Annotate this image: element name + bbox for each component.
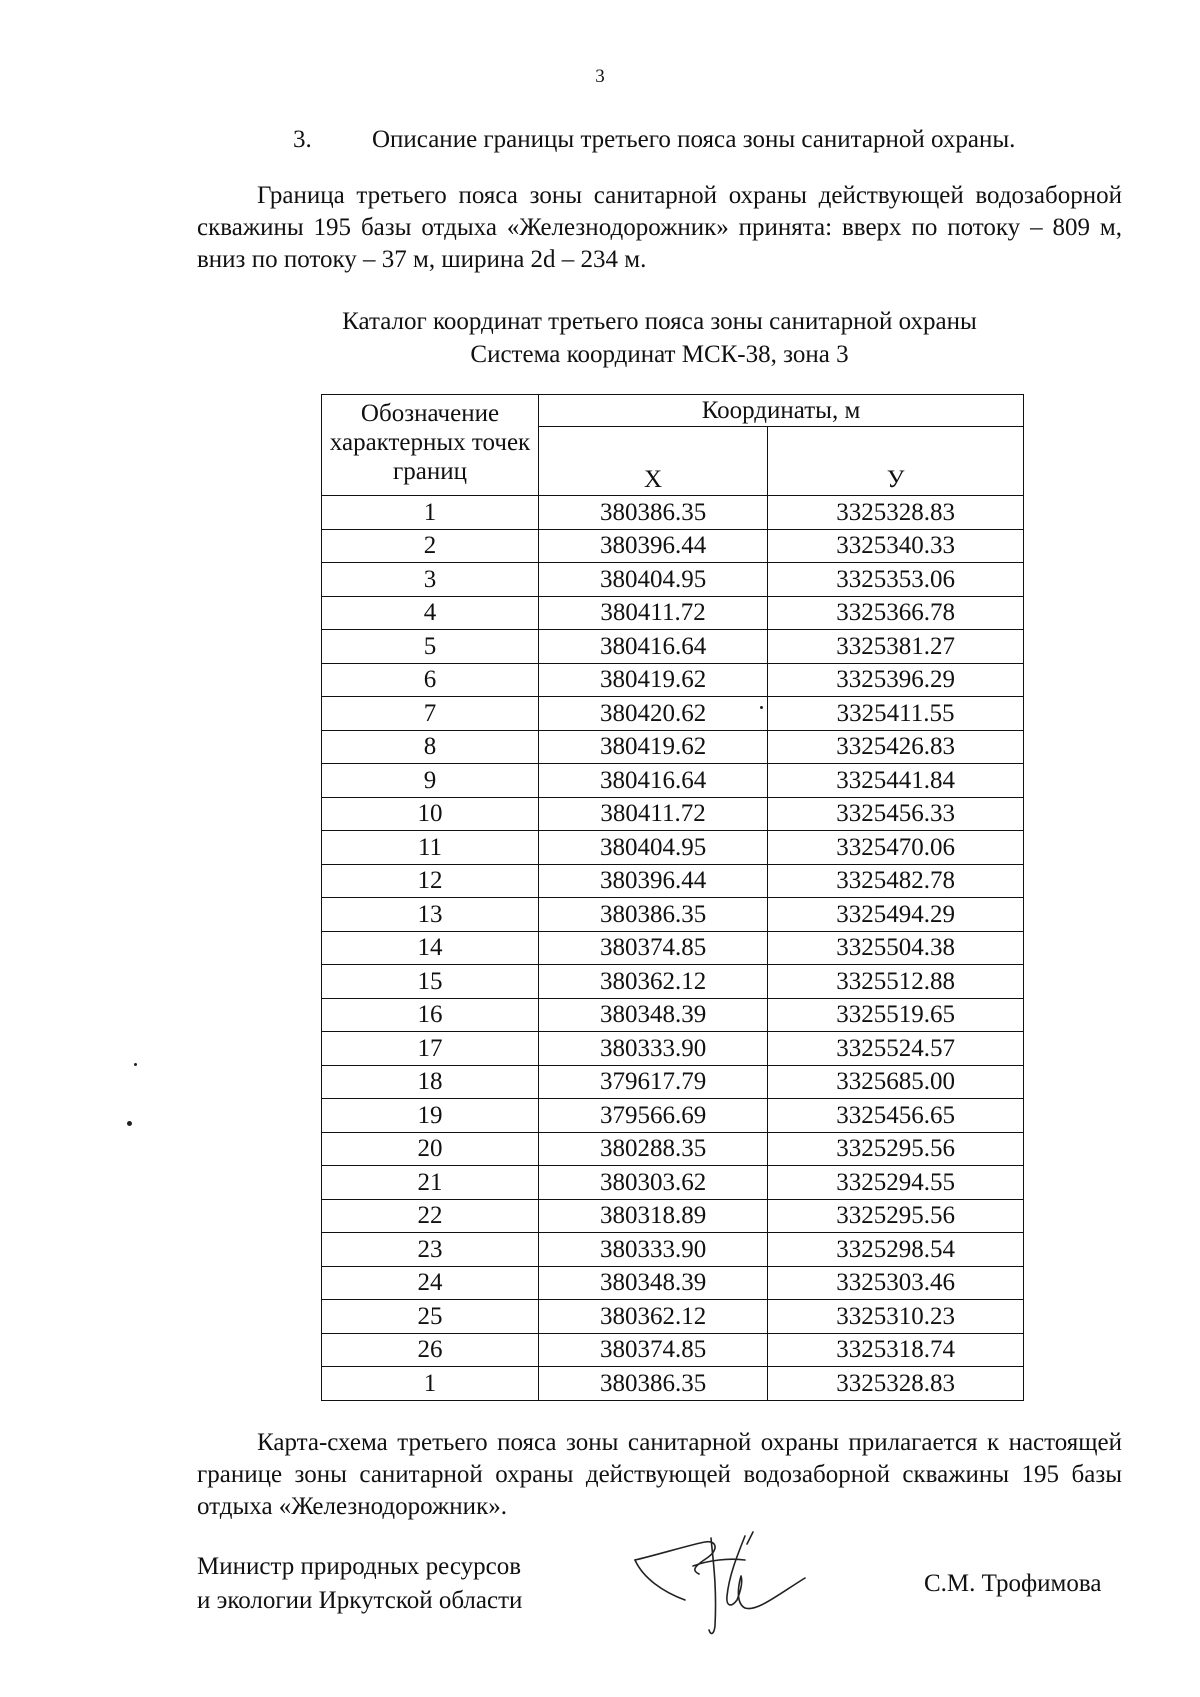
signer-name: С.М. Трофимова xyxy=(924,1570,1102,1597)
minister-position xyxy=(197,1550,522,1618)
table-row xyxy=(322,831,1024,865)
cell-y: 3325685.00 xyxy=(768,1065,1024,1099)
catalog-title xyxy=(197,305,1122,371)
table-row xyxy=(322,1300,1024,1334)
cell-point: 14 xyxy=(322,931,539,965)
cell-point: 1 xyxy=(322,1367,539,1401)
table-row xyxy=(322,730,1024,764)
header-coordinates: Координаты, м xyxy=(539,395,1024,427)
cell-y: 3325494.29 xyxy=(768,898,1024,932)
cell-point: 11 xyxy=(322,831,539,865)
cell-point: 19 xyxy=(322,1099,539,1133)
cell-x: 380416.64 xyxy=(539,630,768,664)
cell-y: 3325298.54 xyxy=(768,1233,1024,1267)
cell-y: 3325295.56 xyxy=(768,1132,1024,1166)
cell-x: 379617.79 xyxy=(539,1065,768,1099)
cell-y: 3325456.65 xyxy=(768,1099,1024,1133)
coordinates-table xyxy=(321,394,1024,1401)
cell-point: 18 xyxy=(322,1065,539,1099)
cell-x: 380396.44 xyxy=(539,529,768,563)
cell-y: 3325303.46 xyxy=(768,1266,1024,1300)
table-row xyxy=(322,1266,1024,1300)
cell-x: 380419.62 xyxy=(539,730,768,764)
table-row xyxy=(322,1032,1024,1066)
section-title: Описание границы третьего пояса зоны санитарной охраны. xyxy=(372,126,1016,153)
cell-y: 3325396.29 xyxy=(768,663,1024,697)
coordinates-table-body xyxy=(322,496,1024,1401)
cell-x: 380411.72 xyxy=(539,596,768,630)
section-heading xyxy=(293,126,1015,154)
cell-point: 8 xyxy=(322,730,539,764)
cell-y: 3325441.84 xyxy=(768,764,1024,798)
table-row xyxy=(322,697,1024,731)
cell-y: 3325340.33 xyxy=(768,529,1024,563)
minister-position-line2: и экологии Иркутской области xyxy=(197,1587,523,1614)
cell-y: 3325318.74 xyxy=(768,1333,1024,1367)
cell-point: 9 xyxy=(322,764,539,798)
cell-x: 380386.35 xyxy=(539,898,768,932)
cell-point: 10 xyxy=(322,797,539,831)
cell-x: 380288.35 xyxy=(539,1132,768,1166)
cell-point: 2 xyxy=(322,529,539,563)
scan-speck xyxy=(134,1063,137,1066)
table-row xyxy=(322,529,1024,563)
catalog-title-line2: Система координат МСК-38, зона 3 xyxy=(470,341,849,368)
cell-x: 380374.85 xyxy=(539,1333,768,1367)
cell-x: 380333.90 xyxy=(539,1233,768,1267)
cell-x: 380333.90 xyxy=(539,1032,768,1066)
page-number: 3 xyxy=(595,66,605,87)
table-row xyxy=(322,630,1024,664)
cell-point: 25 xyxy=(322,1300,539,1334)
cell-y: 3325353.06 xyxy=(768,563,1024,597)
table-row xyxy=(322,1199,1024,1233)
cell-y: 3325366.78 xyxy=(768,596,1024,630)
table-row xyxy=(322,496,1024,530)
cell-y: 3325524.57 xyxy=(768,1032,1024,1066)
table-row xyxy=(322,1099,1024,1133)
scan-speck xyxy=(760,706,763,709)
cell-point: 17 xyxy=(322,1032,539,1066)
cell-x: 380419.62 xyxy=(539,663,768,697)
cell-y: 3325519.65 xyxy=(768,998,1024,1032)
cell-y: 3325328.83 xyxy=(768,1367,1024,1401)
table-row xyxy=(322,1233,1024,1267)
cell-x: 380386.35 xyxy=(539,496,768,530)
handwritten-signature xyxy=(633,1530,813,1640)
cell-x: 380362.12 xyxy=(539,965,768,999)
cell-point: 21 xyxy=(322,1166,539,1200)
cell-point: 22 xyxy=(322,1199,539,1233)
table-row xyxy=(322,797,1024,831)
table-row xyxy=(322,998,1024,1032)
cell-x: 380416.64 xyxy=(539,764,768,798)
cell-point: 23 xyxy=(322,1233,539,1267)
cell-point: 1 xyxy=(322,496,539,530)
cell-y: 3325310.23 xyxy=(768,1300,1024,1334)
cell-x: 380404.95 xyxy=(539,831,768,865)
table-row xyxy=(322,663,1024,697)
cell-point: 15 xyxy=(322,965,539,999)
header-designation: Обозначение характерных точек границ xyxy=(322,395,539,496)
cell-x: 380348.39 xyxy=(539,1266,768,1300)
cell-point: 26 xyxy=(322,1333,539,1367)
cell-x: 380348.39 xyxy=(539,998,768,1032)
cell-x: 380411.72 xyxy=(539,797,768,831)
cell-x: 380318.89 xyxy=(539,1199,768,1233)
table-row xyxy=(322,1333,1024,1367)
intro-paragraph: Граница третьего пояса зоны санитарной охраны действующей водозаборной скважины 195 базы отдыха «Железнодорожник» принята: вверх по потоку – 809 м, вниз по потоку – 37 м, ширина 2d – 234 м. xyxy=(197,182,1122,273)
cell-y: 3325426.83 xyxy=(768,730,1024,764)
cell-point: 4 xyxy=(322,596,539,630)
header-y: У xyxy=(768,427,1024,496)
cell-point: 5 xyxy=(322,630,539,664)
cell-x: 380420.62 xyxy=(539,697,768,731)
table-row xyxy=(322,1166,1024,1200)
table-row xyxy=(322,864,1024,898)
table-row xyxy=(322,563,1024,597)
cell-point: 13 xyxy=(322,898,539,932)
header-x: Х xyxy=(539,427,768,496)
table-row xyxy=(322,1132,1024,1166)
cell-y: 3325411.55 xyxy=(768,697,1024,731)
cell-x: 380374.85 xyxy=(539,931,768,965)
table-row xyxy=(322,931,1024,965)
cell-y: 3325295.56 xyxy=(768,1199,1024,1233)
table-row xyxy=(322,596,1024,630)
cell-y: 3325294.55 xyxy=(768,1166,1024,1200)
cell-x: 379566.69 xyxy=(539,1099,768,1133)
table-row xyxy=(322,898,1024,932)
cell-point: 16 xyxy=(322,998,539,1032)
cell-x: 380396.44 xyxy=(539,864,768,898)
table-row xyxy=(322,764,1024,798)
cell-point: 7 xyxy=(322,697,539,731)
cell-point: 24 xyxy=(322,1266,539,1300)
cell-x: 380404.95 xyxy=(539,563,768,597)
cell-x: 380386.35 xyxy=(539,1367,768,1401)
cell-y: 3325470.06 xyxy=(768,831,1024,865)
cell-point: 12 xyxy=(322,864,539,898)
cell-y: 3325456.33 xyxy=(768,797,1024,831)
cell-point: 20 xyxy=(322,1132,539,1166)
cell-point: 3 xyxy=(322,563,539,597)
table-row xyxy=(322,1367,1024,1401)
cell-y: 3325482.78 xyxy=(768,864,1024,898)
table-row xyxy=(322,965,1024,999)
scan-speck xyxy=(127,1121,132,1126)
cell-y: 3325504.38 xyxy=(768,931,1024,965)
cell-x: 380362.12 xyxy=(539,1300,768,1334)
cell-x: 380303.62 xyxy=(539,1166,768,1200)
table-row xyxy=(322,1065,1024,1099)
cell-y: 3325381.27 xyxy=(768,630,1024,664)
closing-paragraph: Карта-схема третьего пояса зоны санитарной охраны прилагается к настоящей границе зоны санитарной охраны действующей водозаборной скважины 195 базы отдыха «Железнодорожник». xyxy=(197,1429,1122,1520)
catalog-title-line1: Каталог координат третьего пояса зоны санитарной охраны xyxy=(342,308,977,335)
section-number: 3. xyxy=(293,126,312,153)
minister-position-line1: Министр природных ресурсов xyxy=(197,1553,522,1580)
cell-y: 3325512.88 xyxy=(768,965,1024,999)
cell-point: 6 xyxy=(322,663,539,697)
cell-y: 3325328.83 xyxy=(768,496,1024,530)
